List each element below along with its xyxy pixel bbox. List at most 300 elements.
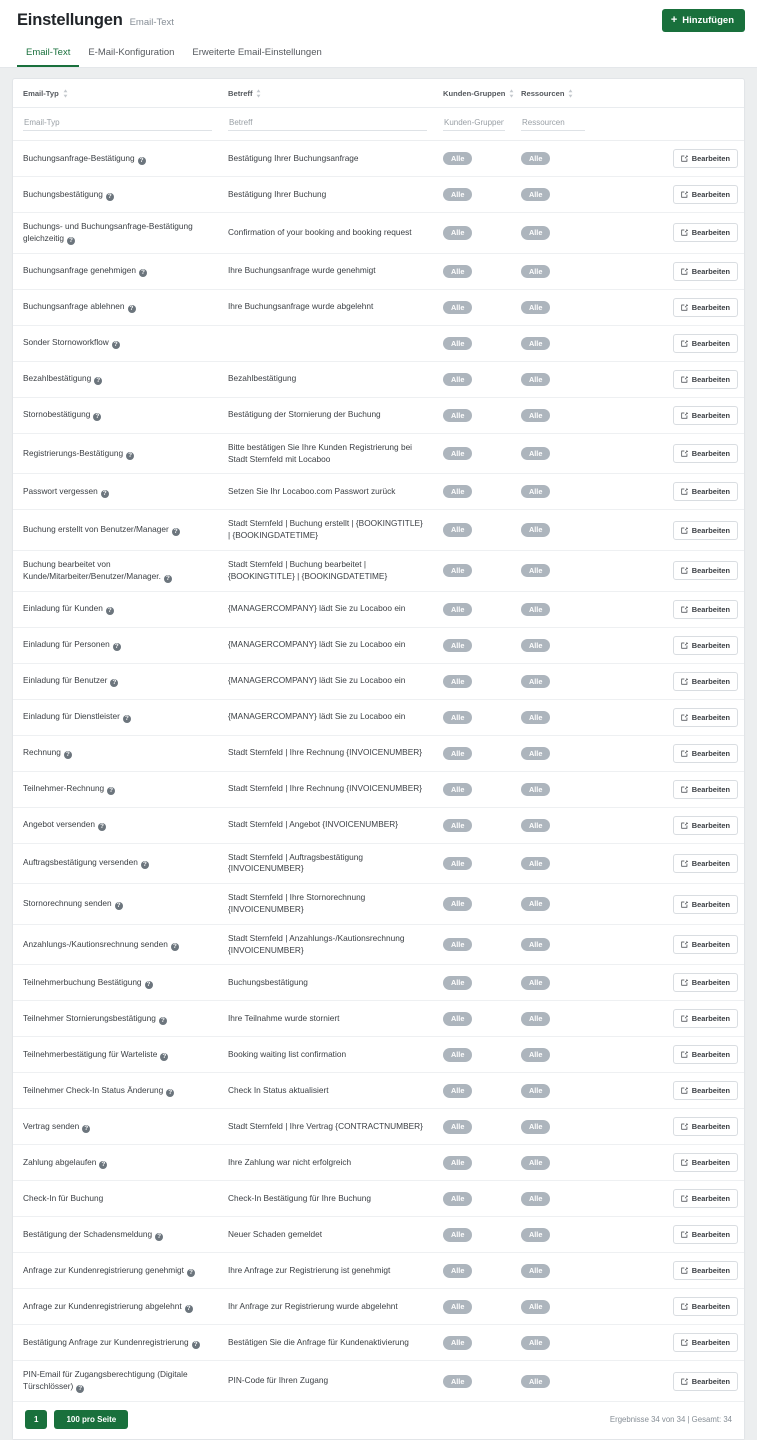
ressourcen-badge: Alle	[521, 1084, 550, 1097]
help-icon[interactable]: ?	[64, 751, 72, 759]
help-icon[interactable]: ?	[187, 1269, 195, 1277]
edit-button-label: Bearbeiten	[691, 784, 730, 794]
edit-button[interactable]	[673, 816, 738, 835]
table-body	[13, 141, 744, 1402]
help-icon[interactable]: ?	[171, 943, 179, 951]
edit-button[interactable]	[673, 1117, 738, 1136]
cell-actions	[591, 1361, 744, 1402]
cell-actions	[591, 141, 744, 177]
cell-email-typ	[13, 924, 218, 965]
sort-icon[interactable]	[568, 89, 573, 98]
cell-betreff: Stadt Sternfeld | Ihre Vertrag {CONTRACTNUMBER}	[228, 1120, 423, 1131]
help-icon[interactable]: ?	[82, 1125, 90, 1133]
edit-button-label: Bearbeiten	[691, 1122, 730, 1132]
email-typ-label: PIN-Email für Zugangsberechtigung (Digitale Türschlösser)	[23, 1369, 188, 1392]
cell-ressourcen	[511, 591, 591, 627]
edit-button[interactable]	[673, 521, 738, 540]
pencil-icon	[681, 1303, 688, 1310]
pencil-icon	[681, 268, 688, 275]
cell-betreff: Setzen Sie Ihr Locaboo.com Passwort zurück	[228, 485, 396, 496]
edit-button[interactable]	[673, 973, 738, 992]
edit-button[interactable]	[673, 1372, 738, 1391]
edit-button[interactable]	[673, 185, 738, 204]
help-icon[interactable]: ?	[128, 305, 136, 313]
email-typ-label: Buchung bearbeitet von Kunde/Mitarbeiter/Benutzer/Manager.	[23, 558, 161, 581]
pencil-icon	[681, 786, 688, 793]
cell-actions	[591, 289, 744, 325]
cell-email-typ	[13, 663, 218, 699]
ressourcen-badge: Alle	[521, 564, 550, 577]
edit-button-label: Bearbeiten	[691, 190, 730, 199]
cell-ressourcen	[511, 843, 591, 884]
email-typ-label: Bestätigung Anfrage zur Kundenregistrierung	[23, 1336, 189, 1347]
cell-email-typ	[13, 735, 218, 771]
tab-email-text[interactable]: Email-Text	[17, 47, 79, 67]
kunden-gruppen-badge: Alle	[443, 447, 472, 460]
email-typ-label: Stornorechnung senden	[23, 898, 112, 909]
column-label-ressourcen: Ressourcen	[521, 89, 565, 98]
edit-button[interactable]	[673, 1153, 738, 1172]
email-typ-label: Einladung für Dienstleister	[23, 711, 120, 722]
edit-button[interactable]	[673, 935, 738, 954]
table-row	[13, 550, 744, 591]
edit-button-label: Bearbeiten	[691, 449, 730, 459]
cell-email-typ	[13, 433, 218, 474]
edit-button-label: Bearbeiten	[691, 820, 730, 830]
help-icon[interactable]: ?	[159, 1017, 167, 1025]
cell-actions	[591, 361, 744, 397]
sort-icon[interactable]	[256, 89, 261, 98]
edit-button-label: Bearbeiten	[691, 1158, 730, 1168]
cell-actions	[591, 1217, 744, 1253]
help-icon[interactable]: ?	[155, 1233, 163, 1241]
cell-ressourcen	[511, 550, 591, 591]
cell-ressourcen	[511, 1217, 591, 1253]
edit-button-label: Bearbeiten	[691, 1194, 730, 1204]
cell-actions	[591, 474, 744, 510]
email-typ-label: Teilnehmer Stornierungsbestätigung	[23, 1012, 156, 1023]
pencil-icon	[681, 567, 688, 574]
email-typ-label: Einladung für Kunden	[23, 603, 103, 614]
column-label-betreff: Betreff	[228, 89, 253, 98]
cell-actions	[591, 699, 744, 735]
kunden-gruppen-badge: Alle	[443, 603, 472, 616]
table-row	[13, 141, 744, 177]
edit-button[interactable]	[673, 561, 738, 580]
edit-button[interactable]	[673, 854, 738, 873]
edit-button[interactable]	[673, 1333, 738, 1352]
kunden-gruppen-badge: Alle	[443, 783, 472, 796]
table-row	[13, 663, 744, 699]
cell-kunden-gruppen	[433, 735, 511, 771]
table-row	[13, 735, 744, 771]
edit-button-label: Bearbeiten	[691, 338, 730, 348]
cell-ressourcen	[511, 213, 591, 254]
table-row	[13, 397, 744, 433]
pencil-icon	[681, 642, 688, 649]
cell-actions	[591, 807, 744, 843]
help-icon[interactable]: ?	[94, 377, 102, 385]
email-typ-label: Stornobestätigung	[23, 409, 91, 420]
edit-button[interactable]	[673, 744, 738, 763]
page-subtitle: Email-Text	[129, 16, 174, 28]
help-icon[interactable]: ?	[93, 413, 101, 421]
edit-button[interactable]	[673, 780, 738, 799]
cell-ressourcen	[511, 361, 591, 397]
cell-kunden-gruppen	[433, 1145, 511, 1181]
cell-kunden-gruppen	[433, 1109, 511, 1145]
cell-betreff: Stadt Sternfeld | Angebot {INVOICENUMBER}	[228, 819, 399, 830]
email-typ-label: Teilnehmer Check-In Status Änderung	[23, 1084, 164, 1095]
pencil-icon	[681, 191, 688, 198]
edit-button[interactable]	[673, 1297, 738, 1316]
help-icon[interactable]: ?	[145, 981, 153, 989]
help-icon[interactable]: ?	[139, 269, 147, 277]
table-row	[13, 627, 744, 663]
kunden-gruppen-badge: Alle	[443, 373, 472, 386]
ressourcen-badge: Alle	[521, 675, 550, 688]
edit-button[interactable]	[673, 672, 738, 691]
cell-ressourcen	[511, 141, 591, 177]
sort-icon[interactable]	[509, 89, 514, 98]
cell-email-typ	[13, 1361, 218, 1402]
edit-button[interactable]	[673, 708, 738, 727]
email-typ-label: Rechnung	[23, 747, 61, 758]
kunden-gruppen-badge: Alle	[443, 152, 472, 165]
edit-button-label: Bearbeiten	[691, 410, 730, 420]
kunden-gruppen-badge: Alle	[443, 1084, 472, 1097]
table-row	[13, 213, 744, 254]
ressourcen-badge: Alle	[521, 447, 550, 460]
edit-button[interactable]	[673, 444, 738, 463]
filter-cell-betreff	[218, 108, 433, 141]
edit-button-label: Bearbeiten	[691, 978, 730, 988]
table-row	[13, 1325, 744, 1361]
cell-ressourcen	[511, 924, 591, 965]
tab-email-konfiguration[interactable]: E-Mail-Konfiguration	[88, 47, 175, 58]
kunden-gruppen-badge: Alle	[443, 1228, 472, 1241]
filter-cell-kunden-gruppen	[433, 108, 511, 141]
ressourcen-badge: Alle	[521, 1120, 550, 1133]
help-icon[interactable]: ?	[106, 607, 114, 615]
help-icon[interactable]: ?	[110, 679, 118, 687]
help-icon[interactable]: ?	[106, 193, 114, 201]
plus-icon: +	[670, 13, 678, 26]
help-icon[interactable]: ?	[164, 575, 172, 583]
kunden-gruppen-badge: Alle	[443, 1264, 472, 1277]
cell-kunden-gruppen	[433, 289, 511, 325]
help-icon[interactable]: ?	[67, 237, 75, 245]
cell-kunden-gruppen	[433, 924, 511, 965]
help-icon[interactable]: ?	[112, 341, 120, 349]
cell-kunden-gruppen	[433, 361, 511, 397]
email-typ-label: Auftragsbestätigung versenden	[23, 857, 138, 868]
help-icon[interactable]: ?	[115, 902, 123, 910]
email-typ-label: Einladung für Personen	[23, 639, 110, 650]
help-icon[interactable]: ?	[76, 1385, 84, 1393]
help-icon[interactable]: ?	[99, 1161, 107, 1169]
cell-kunden-gruppen	[433, 1001, 511, 1037]
cell-betreff: Stadt Sternfeld | Anzahlungs-/Kautionsrechnung {INVOICENUMBER}	[228, 932, 405, 955]
filter-cell-actions	[591, 108, 744, 141]
table-header-row	[13, 79, 744, 108]
cell-betreff: Ihr Anfrage zur Registrierung wurde abgelehnt	[228, 1300, 398, 1311]
table-row	[13, 1145, 744, 1181]
edit-button[interactable]	[673, 1045, 738, 1064]
email-typ-label: Anfrage zur Kundenregistrierung abgelehnt	[23, 1300, 182, 1311]
pagination-page-size[interactable]: 100 pro Seite	[54, 1410, 128, 1429]
cell-email-typ	[13, 965, 218, 1001]
edit-button[interactable]	[673, 1189, 738, 1208]
edit-button[interactable]	[673, 149, 738, 168]
help-icon[interactable]: ?	[141, 861, 149, 869]
cell-email-typ	[13, 213, 218, 254]
email-typ-label: Teilnehmerbestätigung für Warteliste	[23, 1048, 158, 1059]
edit-button-label: Bearbeiten	[691, 858, 730, 868]
filter-cell-email-typ	[13, 108, 218, 141]
cell-betreff: Ihre Zahlung war nicht erfolgreich	[228, 1156, 352, 1167]
help-icon[interactable]: ?	[123, 715, 131, 723]
cell-kunden-gruppen	[433, 474, 511, 510]
ressourcen-badge: Alle	[521, 747, 550, 760]
ressourcen-badge: Alle	[521, 1375, 550, 1388]
table-row	[13, 361, 744, 397]
email-typ-label: Passwort vergessen	[23, 485, 98, 496]
cell-ressourcen	[511, 1289, 591, 1325]
cell-kunden-gruppen	[433, 1037, 511, 1073]
pencil-icon	[681, 412, 688, 419]
column-header-kunden-gruppen[interactable]	[433, 79, 511, 108]
edit-button[interactable]	[673, 1009, 738, 1028]
cell-email-typ	[13, 397, 218, 433]
email-typ-label: Teilnehmer-Rechnung	[23, 783, 105, 794]
cell-kunden-gruppen	[433, 253, 511, 289]
help-icon[interactable]: ?	[138, 157, 146, 165]
ressourcen-badge: Alle	[521, 1264, 550, 1277]
cell-betreff: Confirmation of your booking and booking request	[228, 227, 412, 237]
kunden-gruppen-badge: Alle	[443, 897, 472, 910]
edit-button[interactable]	[673, 636, 738, 655]
edit-button[interactable]	[673, 370, 738, 389]
ressourcen-badge: Alle	[521, 301, 550, 314]
cell-ressourcen	[511, 433, 591, 474]
help-icon[interactable]: ?	[185, 1305, 193, 1313]
ressourcen-badge: Alle	[521, 1156, 550, 1169]
email-typ-label: Bezahlbestätigung	[23, 373, 92, 384]
cell-betreff: {MANAGERCOMPANY} lädt Sie zu Locaboo ein	[228, 603, 406, 614]
cell-email-typ	[13, 1217, 218, 1253]
table-row	[13, 289, 744, 325]
help-icon[interactable]: ?	[192, 1341, 200, 1349]
cell-ressourcen	[511, 1361, 591, 1402]
edit-button[interactable]	[673, 298, 738, 317]
edit-button-label: Bearbeiten	[691, 940, 730, 950]
kunden-gruppen-badge: Alle	[443, 1336, 472, 1349]
cell-kunden-gruppen	[433, 510, 511, 551]
cell-email-typ	[13, 771, 218, 807]
email-text-card	[12, 78, 745, 1440]
email-typ-label: Einladung für Benutzer	[23, 675, 108, 686]
cell-actions	[591, 1253, 744, 1289]
filter-input-betreff[interactable]	[228, 115, 427, 131]
cell-actions	[591, 550, 744, 591]
kunden-gruppen-badge: Alle	[443, 711, 472, 724]
cell-kunden-gruppen	[433, 663, 511, 699]
pencil-icon	[681, 304, 688, 311]
edit-button[interactable]	[673, 223, 738, 242]
filter-cell-ressourcen	[511, 108, 591, 141]
cell-ressourcen	[511, 397, 591, 433]
edit-button[interactable]	[673, 482, 738, 501]
edit-button-label: Bearbeiten	[691, 302, 730, 312]
pencil-icon	[681, 606, 688, 613]
ressourcen-badge: Alle	[521, 711, 550, 724]
ressourcen-badge: Alle	[521, 639, 550, 652]
cell-ressourcen	[511, 325, 591, 361]
ressourcen-badge: Alle	[521, 819, 550, 832]
ressourcen-badge: Alle	[521, 409, 550, 422]
cell-betreff: Bestätigung Ihrer Buchung	[228, 188, 327, 199]
help-icon[interactable]: ?	[166, 1089, 174, 1097]
edit-button[interactable]	[673, 895, 738, 914]
edit-button[interactable]	[673, 406, 738, 425]
table-head	[13, 79, 744, 108]
cell-betreff: Neuer Schaden gemeldet	[228, 1228, 323, 1239]
cell-betreff: {MANAGERCOMPANY} lädt Sie zu Locaboo ein	[228, 711, 406, 722]
edit-button-label: Bearbeiten	[691, 487, 730, 497]
table-row	[13, 1289, 744, 1325]
ressourcen-badge: Alle	[521, 603, 550, 616]
table-footer	[13, 1402, 744, 1439]
table-row	[13, 924, 744, 965]
ressourcen-badge: Alle	[521, 265, 550, 278]
cell-email-typ	[13, 699, 218, 735]
edit-button[interactable]	[673, 334, 738, 353]
table-row	[13, 1001, 744, 1037]
email-typ-label: Buchungsbestätigung	[23, 188, 103, 199]
cell-kunden-gruppen	[433, 397, 511, 433]
edit-button-label: Bearbeiten	[691, 899, 730, 909]
add-button[interactable]	[662, 9, 745, 32]
cell-betreff: Bitte bestätigen Sie Ihre Kunden Registrierung bei Stadt Sternfeld mit Locaboo	[228, 441, 413, 464]
cell-email-typ	[13, 325, 218, 361]
cell-email-typ	[13, 1001, 218, 1037]
filter-input-email-typ[interactable]	[23, 115, 212, 131]
pencil-icon	[681, 1231, 688, 1238]
table-row	[13, 1217, 744, 1253]
table-row	[13, 433, 744, 474]
edit-button-label: Bearbeiten	[691, 266, 730, 276]
help-icon[interactable]: ?	[172, 528, 180, 536]
help-icon[interactable]: ?	[98, 823, 106, 831]
help-icon[interactable]: ?	[107, 787, 115, 795]
table-row	[13, 843, 744, 884]
ressourcen-badge: Alle	[521, 938, 550, 951]
ressourcen-badge: Alle	[521, 897, 550, 910]
pencil-icon	[681, 1123, 688, 1130]
edit-button-label: Bearbeiten	[691, 374, 730, 384]
cell-ressourcen	[511, 771, 591, 807]
sort-icon[interactable]	[63, 89, 68, 98]
ressourcen-badge: Alle	[521, 337, 550, 350]
cell-ressourcen	[511, 474, 591, 510]
cell-kunden-gruppen	[433, 591, 511, 627]
cell-actions	[591, 1289, 744, 1325]
help-icon[interactable]: ?	[160, 1053, 168, 1061]
ressourcen-badge: Alle	[521, 1192, 550, 1205]
add-button-label: Hinzufügen	[682, 14, 734, 26]
cell-kunden-gruppen	[433, 213, 511, 254]
cell-email-typ	[13, 474, 218, 510]
tab-erweiterte-email-einstellungen[interactable]: Erweiterte Email-Einstellungen	[192, 47, 322, 58]
ressourcen-badge: Alle	[521, 783, 550, 796]
kunden-gruppen-badge: Alle	[443, 337, 472, 350]
edit-button-label: Bearbeiten	[691, 712, 730, 722]
edit-button[interactable]	[673, 600, 738, 619]
table-row	[13, 1253, 744, 1289]
kunden-gruppen-badge: Alle	[443, 188, 472, 201]
cell-actions	[591, 433, 744, 474]
edit-button-label: Bearbeiten	[691, 748, 730, 758]
column-header-ressourcen[interactable]	[511, 79, 591, 108]
filter-input-ressourcen[interactable]	[521, 115, 585, 131]
ressourcen-badge: Alle	[521, 1228, 550, 1241]
pencil-icon	[681, 901, 688, 908]
kunden-gruppen-badge: Alle	[443, 1300, 472, 1313]
cell-email-typ	[13, 1289, 218, 1325]
cell-betreff: Stadt Sternfeld | Ihre Stornorechnung {INVOICENUMBER}	[228, 892, 366, 915]
cell-email-typ	[13, 1145, 218, 1181]
cell-ressourcen	[511, 807, 591, 843]
cell-ressourcen	[511, 663, 591, 699]
cell-email-typ	[13, 253, 218, 289]
help-icon[interactable]: ?	[101, 490, 109, 498]
email-typ-label: Teilnehmerbuchung Bestätigung	[23, 976, 142, 987]
edit-button[interactable]	[673, 1081, 738, 1100]
cell-betreff: Bezahlbestätigung	[228, 373, 297, 384]
cell-kunden-gruppen	[433, 433, 511, 474]
cell-ressourcen	[511, 177, 591, 213]
cell-betreff: Stadt Sternfeld | Buchung erstellt | {BOOKINGTITLE} | {BOOKINGDATETIME}	[228, 518, 423, 541]
edit-button[interactable]	[673, 1261, 738, 1280]
cell-kunden-gruppen	[433, 1181, 511, 1217]
table-row	[13, 807, 744, 843]
kunden-gruppen-badge: Alle	[443, 1375, 472, 1388]
title-group	[17, 11, 662, 30]
kunden-gruppen-badge: Alle	[443, 976, 472, 989]
cell-ressourcen	[511, 735, 591, 771]
edit-button-label: Bearbeiten	[691, 1266, 730, 1276]
help-icon[interactable]: ?	[113, 643, 121, 651]
edit-button[interactable]	[673, 262, 738, 281]
cell-kunden-gruppen	[433, 627, 511, 663]
help-icon[interactable]: ?	[126, 452, 134, 460]
cell-email-typ	[13, 807, 218, 843]
cell-actions	[591, 735, 744, 771]
pagination-page-1[interactable]: 1	[25, 1410, 47, 1429]
filter-input-kunden-gruppen[interactable]	[443, 115, 505, 131]
ressourcen-badge: Alle	[521, 373, 550, 386]
cell-betreff: Stadt Sternfeld | Ihre Rechnung {INVOICENUMBER}	[228, 783, 422, 794]
pencil-icon	[681, 979, 688, 986]
edit-button-label: Bearbeiten	[691, 154, 730, 163]
pencil-icon	[681, 678, 688, 685]
ressourcen-badge: Alle	[521, 226, 550, 239]
column-header-email-typ[interactable]	[13, 79, 218, 108]
cell-betreff: Check-In Bestätigung für Ihre Buchung	[228, 1192, 371, 1203]
column-header-betreff[interactable]	[218, 79, 433, 108]
edit-button[interactable]	[673, 1225, 738, 1244]
